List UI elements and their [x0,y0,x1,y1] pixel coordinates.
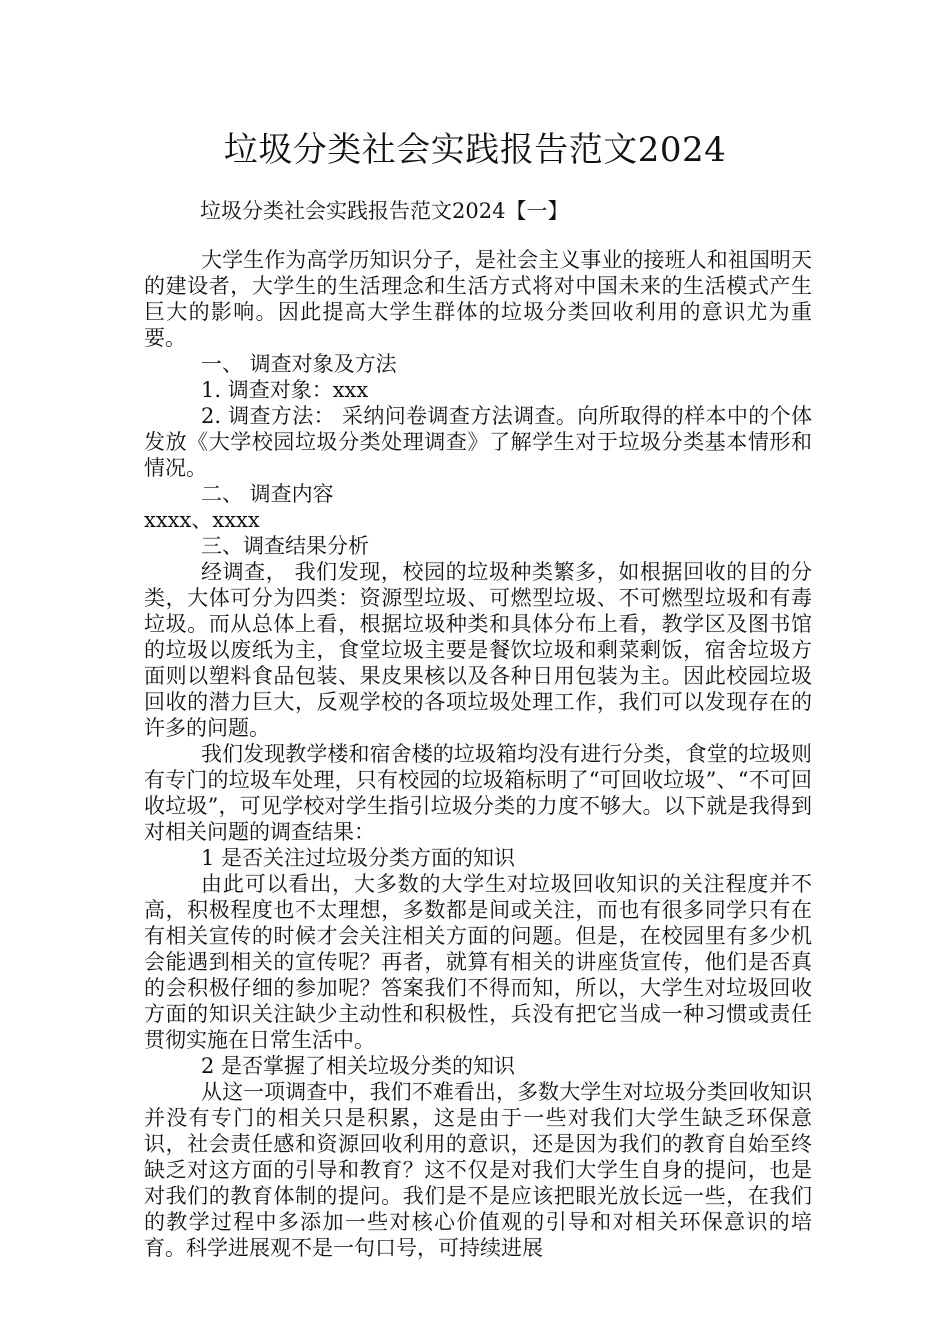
paragraph-question-2: 从这一项调查中，我们不难看出，多数大学生对垃圾分类回收知识并没有专门的相关只是积累，这是由于一些对我们大学生缺乏环保意识，社会责任感和资源回收利用的意识，还是因为我们的教育自始至终缺乏对这方面的引导和教育？这不仅是对我们大学生自身的提问，也是对我们的教育体制的提问。我们是不是应该把眼光放长远一些，在我们的教学过程中多添加一些对核心价值观的引导和对相关环保意识的培育。科学进展观不是一句口号，可持续进展 [144,1080,812,1260]
paragraph-bins: 我们发现教学楼和宿舍楼的垃圾箱均没有进行分类，食堂的垃圾则有专门的垃圾车处理，只有校园的垃圾箱标明了“可回收垃圾”、“不可回收垃圾”，可见学校对学生指引垃圾分类的力度不够大。以下就是我得到对相关问题的调查结果： [144,742,812,844]
list-item-survey-target: 1. 调查对象：xxx [201,378,369,402]
section-heading-1: 一、 调查对象及方法 [201,352,397,376]
survey-content: xxxx、xxxx [144,508,260,532]
subheading-question-2: 2 是否掌握了相关垃圾分类的知识 [201,1054,516,1078]
paragraph-findings: 经调查， 我们发现，校园的垃圾种类繁多，如根据回收的目的分类，大体可分为四类：资源型垃圾、可燃型垃圾、不可燃型垃圾和有毒垃圾。而从总体上看，根据垃圾种类和具体分布上看，教学区及图书馆的垃圾以废纸为主，食堂垃圾主要是餐饮垃圾和剩菜剩饭，宿舍垃圾方面则以塑料食品包装、果皮果核以及各种日用包装为主。因此校园垃圾回收的潜力巨大，反观学校的各项垃圾处理工作，我们可以发现存在的许多的问题。 [144,560,812,740]
paragraph-intro: 大学生作为高学历知识分子，是社会主义事业的接班人和祖国明天的建设者，大学生的生活理念和生活方式将对中国未来的生活模式产生巨大的影响。因此提高大学生群体的垃圾分类回收利用的意识尤为重要。 [144,248,812,350]
paragraph-question-1: 由此可以看出，大多数的大学生对垃圾回收知识的关注程度并不高，积极程度也不太理想，多数都是间或关注，而也有很多同学只有在有相关宣传的时候才会关注相关方面的问题。但是，在校园里有多少机会能遇到相关的宣传呢？再者，就算有相关的讲座货宣传，他们是否真的会积极仔细的参加呢？答案我们不得而知，所以，大学生对垃圾回收方面的知识关注缺少主动性和积极性，兵没有把它当成一种习惯或责任贯彻实施在日常生活中。 [144,872,812,1052]
subheading-question-1: 1 是否关注过垃圾分类方面的知识 [201,846,516,870]
document-title: 垃圾分类社会实践报告范文2024 [223,130,727,170]
list-item-survey-method: 2. 调查方法： 采纳问卷调查方法调查。向所取得的样本中的个体发放《大学校园垃圾分类处理调查》了解学生对于垃圾分类基本情形和情况。 [144,404,812,480]
document-body [144,247,812,1261]
section-heading-3: 三、调查结果分析 [201,534,369,558]
section-heading-2: 二、 调查内容 [201,482,334,506]
document-subtitle: 垃圾分类社会实践报告范文2024【一】 [200,199,569,223]
